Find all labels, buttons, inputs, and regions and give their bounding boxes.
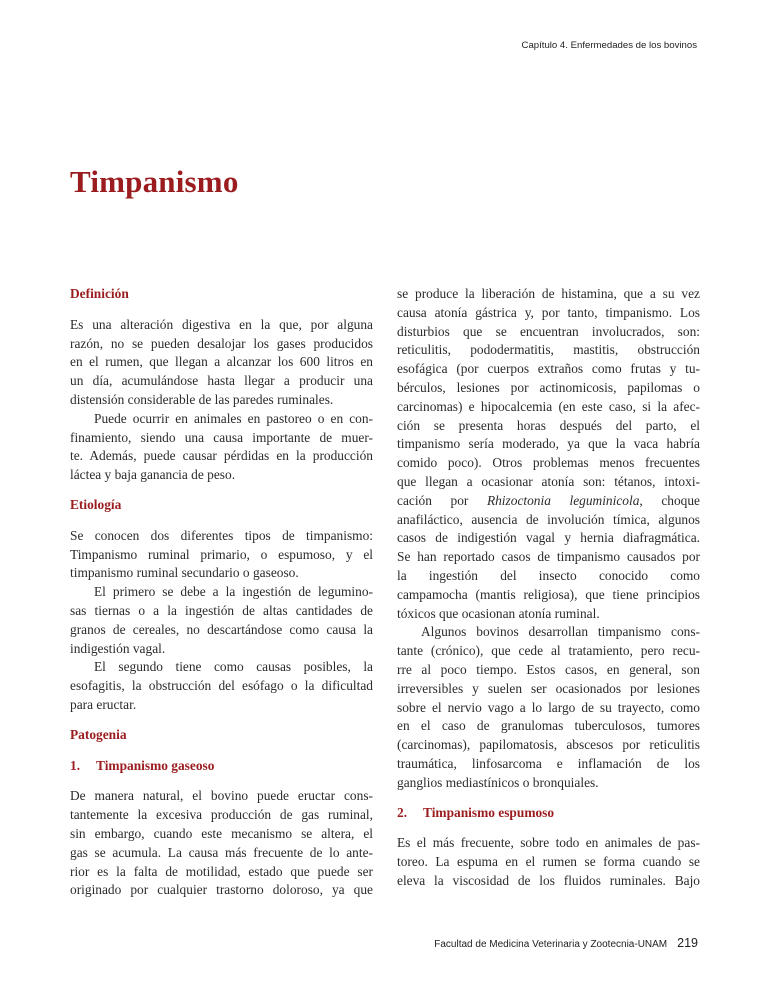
section-heading [70, 496, 373, 515]
section-number: 2. [397, 804, 408, 820]
text-line: te. Además, puede causar pérdidas en la producción [70, 448, 373, 464]
text-line: sas tiernas o a la ingestión de altas cantidades de [70, 602, 373, 618]
text-line: finamiento, siendo una causa importante de muer- [70, 429, 373, 445]
text-line-with-italic [397, 492, 700, 511]
text-line: eleva la viscosidad de los fluidos ruminales. Bajo [397, 872, 700, 888]
text-line: casos de indigestión vagal y hernia diafragmática. [397, 530, 700, 546]
text-line: toreo. La espuma en el rumen se forma cuando se [397, 854, 700, 870]
text-line: timpanismo sería moderado, ya que la vaca habría [397, 436, 700, 452]
text-line: sobre el nervio vago a lo largo de su trayecto, como [397, 699, 700, 715]
text-line: El segundo tiene como causas posibles, la [94, 659, 373, 675]
text-line: la ingestión del insecto conocido como [397, 567, 700, 583]
text-line: que llegan a ocasionar atonía son: tétanos, intoxi- [397, 473, 700, 489]
text-line: campamocha (mantis religiosa), que tiene principios [397, 586, 700, 602]
left-column [70, 285, 373, 911]
text-line: carcinomas) e hipocalcemia (en este caso, si la afec- [397, 398, 700, 414]
text-line: reticulitis, pododermatitis, mastitis, obstrucción [397, 342, 700, 358]
text-line: timpanismo ruminal secundario o gaseoso. [70, 565, 299, 581]
text-line: para eructar. [70, 696, 137, 712]
section-heading-text: Patogenia [70, 726, 127, 742]
text-line: sin embargo, cuando este mecanismo se altera, el [70, 825, 373, 841]
text-line: tóxicos que ocasionan atonía ruminal. [397, 605, 600, 621]
text-line: El primero se debe a la ingestión de legumino- [94, 584, 373, 600]
text-line: anafiláctico, ausencia de involución tímica, algunos [397, 511, 700, 527]
text-line: (carcinomas), papilomatosis, abscesos por reticulitis [397, 737, 700, 753]
section-heading-text: Timpanismo gaseoso [96, 757, 215, 773]
section-heading [70, 726, 373, 745]
text-line: tantemente la excesiva producción de gas ruminal, [70, 807, 373, 823]
text-line: Se conocen dos diferentes tipos de timpanismo: [70, 527, 373, 543]
text-line: irreversibles y suelen ser ocasionados por lesiones [397, 680, 700, 696]
page-footer [434, 936, 698, 950]
text-line: en el caso de granulomas tuberculosos, tumores [397, 718, 700, 734]
running-header: Capítulo 4. Enfermedades de los bovinos [521, 40, 697, 51]
text-line: se produce la liberación de histamina, que a su vez [397, 286, 700, 301]
text-line: Se han reportado casos de timpanismo causados por [397, 549, 700, 565]
text-line: originado por cualquier trastorno doloroso, ya que [70, 882, 373, 898]
text-line: esofagitis, la obstrucción del esófago o la dificultad [70, 678, 373, 694]
text-line: De manera natural, el bovino puede eructar cons- [70, 788, 373, 804]
text-line: esofágica (por cuerpos extraños como frutas y tu- [397, 361, 700, 377]
paragraph [70, 316, 373, 410]
text-line: rior es la falta de motilidad, estado que puede ser [70, 863, 373, 879]
text-line: Puede ocurrir en animales en pastoreo o en con- [94, 410, 373, 426]
section-heading-text: Timpanismo espumoso [423, 804, 555, 820]
text-line: un día, acumulándose hasta llegar a producir una [70, 373, 373, 389]
text-line: gas se acumula. La causa más frecuente de lo ante- [70, 844, 373, 860]
text-line: tante (crónico), que cede al tratamiento, pero recu- [397, 643, 700, 659]
page-title: Timpanismo [70, 164, 239, 199]
text-line: láctea y baja ganancia de peso. [70, 467, 236, 483]
species-name: Rhizoctonia leguminicola [486, 492, 640, 508]
page-number: 219 [677, 936, 698, 950]
section-heading [70, 757, 373, 776]
text-line: disturbios que se encuentran involucrados, son: [397, 323, 700, 339]
text-segment: , choque [639, 492, 700, 508]
text-line: indigestión vagal. [70, 640, 166, 656]
text-line: causa atonía gástrica y, por tanto, timpanismo. Los [397, 304, 700, 320]
text-line: Timpanismo ruminal primario, o espumoso, y el [70, 546, 373, 562]
text-line: Es el más frecuente, sobre todo en animales de pas- [397, 835, 700, 851]
paragraph [70, 583, 373, 658]
text-line: Es una alteración digestiva en la que, por alguna [70, 316, 373, 332]
paragraph [397, 834, 700, 890]
paragraph [70, 527, 373, 583]
text-line: ganglios mediastínicos o bronquiales. [397, 774, 599, 790]
paragraph [397, 623, 700, 792]
right-column [397, 285, 700, 902]
text-line: razón, no se pueden desalojar los gases producidos [70, 335, 373, 351]
text-line: traumática, linfosarcoma e inflamación de los [397, 755, 700, 771]
text-line: granos de cereales, no descartándose como causa la [70, 621, 373, 637]
section-number: 1. [70, 757, 81, 773]
text-line: en el rumen, que llegan a alcanzar los 600 litros en [70, 354, 373, 370]
section-heading-text: Etiología [70, 496, 122, 512]
paragraph [70, 787, 373, 900]
section-heading [70, 285, 373, 304]
paragraph [70, 410, 373, 485]
section-heading-text: Definición [70, 286, 129, 301]
text-line: ción se presenta horas después del parto, el [397, 417, 700, 433]
text-line: rre al poco tiempo. Estos casos, en general, son [397, 661, 700, 677]
paragraph [397, 285, 700, 623]
text-line: bérculos, lesiones por actinomicosis, papilomas o [397, 379, 700, 395]
text-segment: cación por [397, 492, 487, 508]
text-line: distensión considerable de las paredes ruminales. [70, 391, 334, 407]
text-line: comido poco). Otros problemas menos frecuentes [397, 455, 700, 471]
text-line: Algunos bovinos desarrollan timpanismo cons- [421, 624, 700, 640]
footer-institution: Facultad de Medicina Veterinaria y Zootecnia-UNAM [434, 939, 668, 950]
paragraph [70, 658, 373, 714]
section-heading [397, 804, 700, 823]
